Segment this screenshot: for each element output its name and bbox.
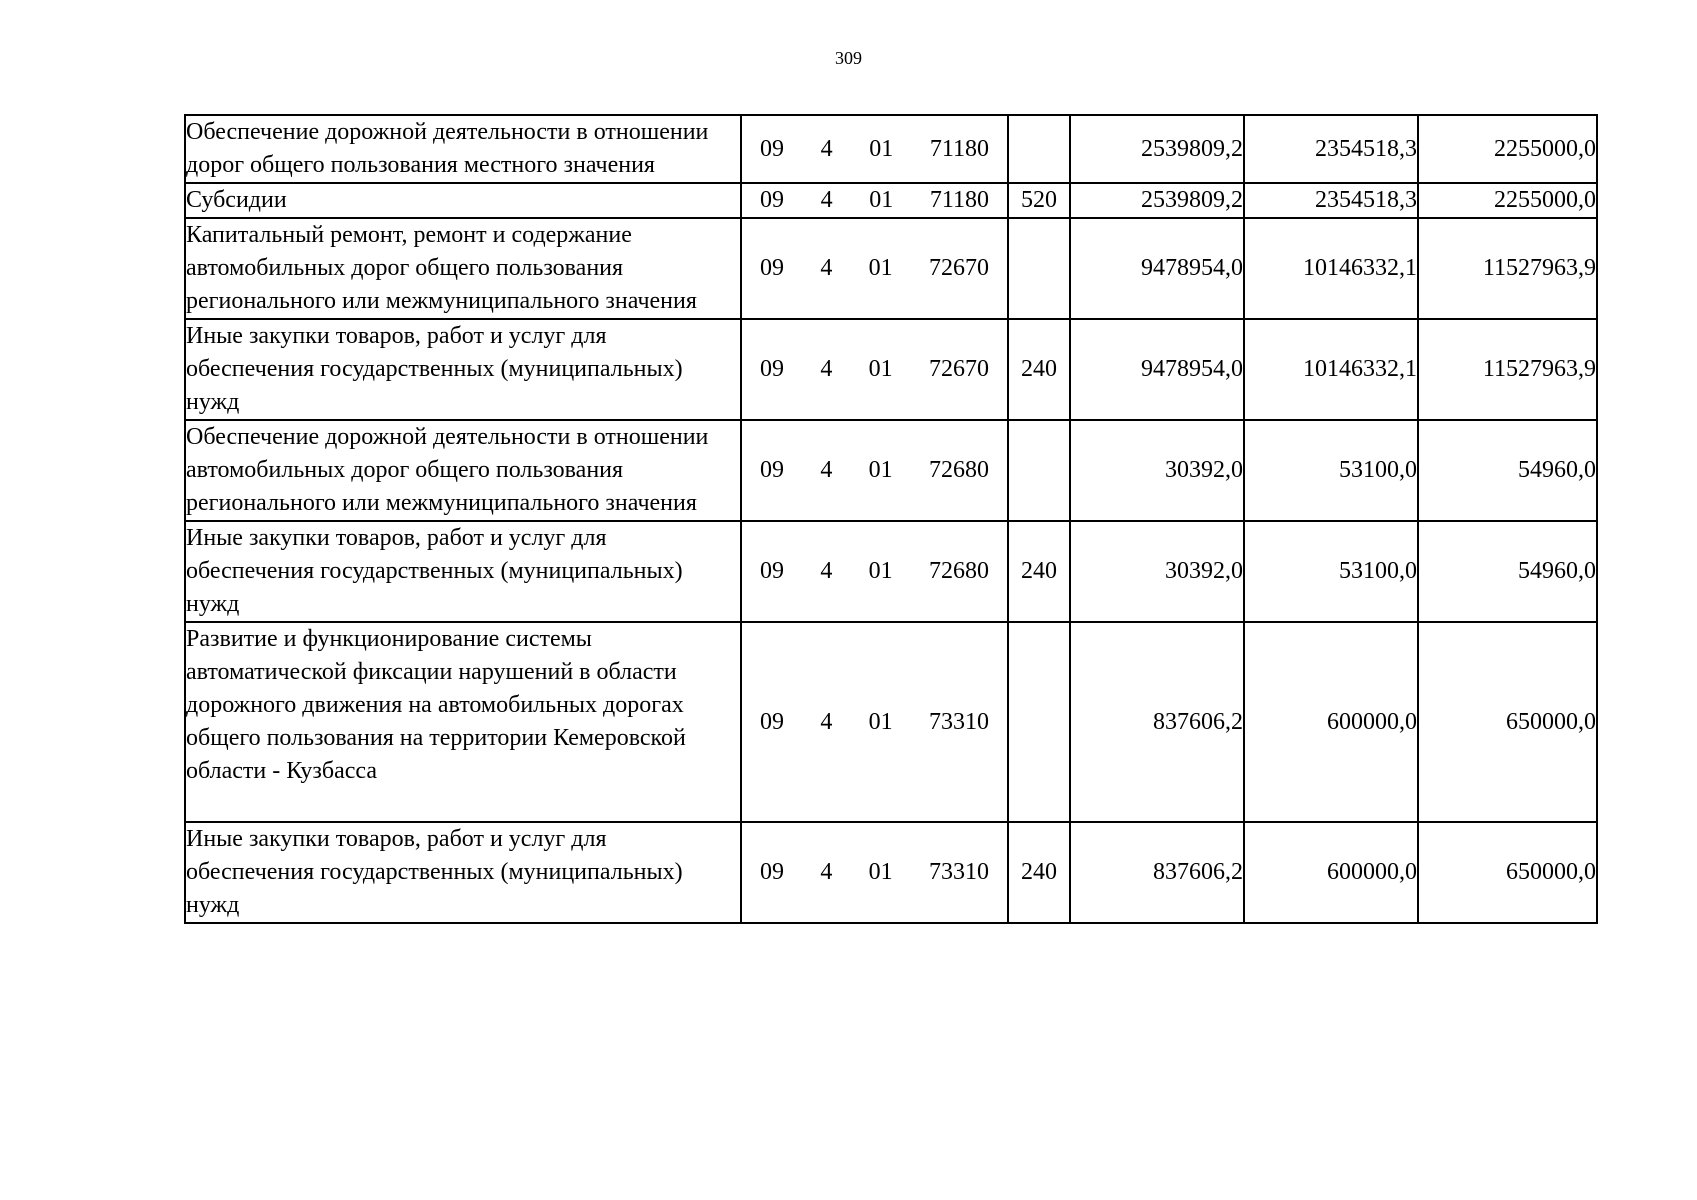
row-codes [741, 319, 1008, 420]
row-codes [741, 420, 1008, 521]
program-code: 01 [869, 187, 894, 213]
row-name: Капитальный ремонт, ремонт и содержание автомобильных дорог общего пользования регионального или межмуниципального значения [185, 218, 741, 319]
expense-type: 240 [1008, 822, 1070, 923]
section-code: 09 [760, 859, 784, 885]
amount-year-1: 30392,0 [1070, 420, 1244, 521]
program-code: 01 [868, 859, 893, 885]
amount-year-2: 53100,0 [1244, 420, 1418, 521]
amount-year-1: 837606,2 [1070, 822, 1244, 923]
subsection-code: 4 [820, 135, 833, 162]
amount-year-1: 2539809,2 [1070, 115, 1244, 183]
row-codes [741, 521, 1008, 622]
expense-code: 71180 [929, 187, 989, 213]
row-name: Иные закупки товаров, работ и услуг для обеспечения государственных (муниципальных) нужд [185, 319, 741, 420]
subsection-code: 4 [820, 356, 833, 382]
amount-year-3: 11527963,9 [1418, 319, 1597, 420]
row-name: Развитие и функционирование системы автоматической фиксации нарушений в области дорожного движения на автомобильных дорогах общего пользования на территории Кемеровской области - Кузбасса [185, 622, 741, 822]
subsection-code: 4 [820, 457, 833, 483]
subsection-code: 4 [820, 255, 833, 281]
amount-year-3: 650000,0 [1418, 822, 1597, 923]
amount-year-2: 600000,0 [1244, 822, 1418, 923]
row-codes [741, 218, 1008, 319]
amount-year-2: 2354518,3 [1244, 183, 1418, 218]
section-code: 09 [760, 255, 784, 281]
amount-year-3: 2255000,0 [1418, 183, 1597, 218]
program-code: 01 [869, 135, 894, 162]
table-row [185, 218, 1597, 319]
amount-year-3: 54960,0 [1418, 521, 1597, 622]
expense-type [1008, 218, 1070, 319]
row-name: Обеспечение дорожной деятельности в отношении дорог общего пользования местного значения [185, 115, 741, 183]
table-row [185, 183, 1597, 218]
subsection-code: 4 [820, 859, 833, 885]
amount-year-1: 9478954,0 [1070, 218, 1244, 319]
expense-type: 240 [1008, 319, 1070, 420]
table-row [185, 319, 1597, 420]
expense-type [1008, 622, 1070, 822]
amount-year-3: 2255000,0 [1418, 115, 1597, 183]
subsection-code: 4 [820, 558, 833, 584]
row-codes [741, 622, 1008, 822]
row-name: Иные закупки товаров, работ и услуг для обеспечения государственных (муниципальных) нужд [185, 521, 741, 622]
expense-code: 72680 [928, 558, 989, 584]
row-name: Иные закупки товаров, работ и услуг для обеспечения государственных (муниципальных) нужд [185, 822, 741, 923]
amount-year-2: 10146332,1 [1244, 319, 1418, 420]
program-code: 01 [868, 255, 893, 281]
row-codes [741, 183, 1008, 218]
amount-year-2: 53100,0 [1244, 521, 1418, 622]
amount-year-1: 9478954,0 [1070, 319, 1244, 420]
program-code: 01 [868, 457, 893, 483]
table-row [185, 420, 1597, 521]
expense-type: 520 [1008, 183, 1070, 218]
expense-code: 72680 [928, 457, 989, 483]
table-row [185, 115, 1597, 183]
amount-year-2: 2354518,3 [1244, 115, 1418, 183]
row-name: Обеспечение дорожной деятельности в отношении автомобильных дорог общего пользования регионального или межмуниципального значения [185, 420, 741, 521]
table-row [185, 521, 1597, 622]
subsection-code: 4 [820, 708, 833, 735]
amount-year-2: 10146332,1 [1244, 218, 1418, 319]
amount-year-3: 54960,0 [1418, 420, 1597, 521]
section-code: 09 [760, 187, 784, 213]
expense-type [1008, 420, 1070, 521]
row-name: Субсидии [185, 183, 741, 218]
page-number: 309 [835, 48, 862, 68]
section-code: 09 [760, 708, 784, 735]
amount-year-3: 11527963,9 [1418, 218, 1597, 319]
section-code: 09 [760, 356, 784, 382]
expense-code: 71180 [929, 135, 989, 162]
amount-year-1: 30392,0 [1070, 521, 1244, 622]
table-row [185, 822, 1597, 923]
amount-year-3: 650000,0 [1418, 622, 1597, 822]
expense-type: 240 [1008, 521, 1070, 622]
expense-code: 72670 [928, 255, 989, 281]
section-code: 09 [760, 457, 784, 483]
program-code: 01 [868, 356, 893, 382]
subsection-code: 4 [820, 187, 833, 213]
section-code: 09 [760, 135, 784, 162]
row-codes [741, 115, 1008, 183]
amount-year-2: 600000,0 [1244, 622, 1418, 822]
amount-year-1: 2539809,2 [1070, 183, 1244, 218]
table-row [185, 622, 1597, 822]
expense-type [1008, 115, 1070, 183]
budget-table [184, 114, 1598, 924]
expense-code: 72670 [928, 356, 989, 382]
section-code: 09 [760, 558, 784, 584]
expense-code: 73310 [928, 859, 989, 885]
program-code: 01 [868, 558, 893, 584]
expense-code: 73310 [928, 708, 989, 735]
row-codes [741, 822, 1008, 923]
program-code: 01 [868, 708, 893, 735]
amount-year-1: 837606,2 [1070, 622, 1244, 822]
